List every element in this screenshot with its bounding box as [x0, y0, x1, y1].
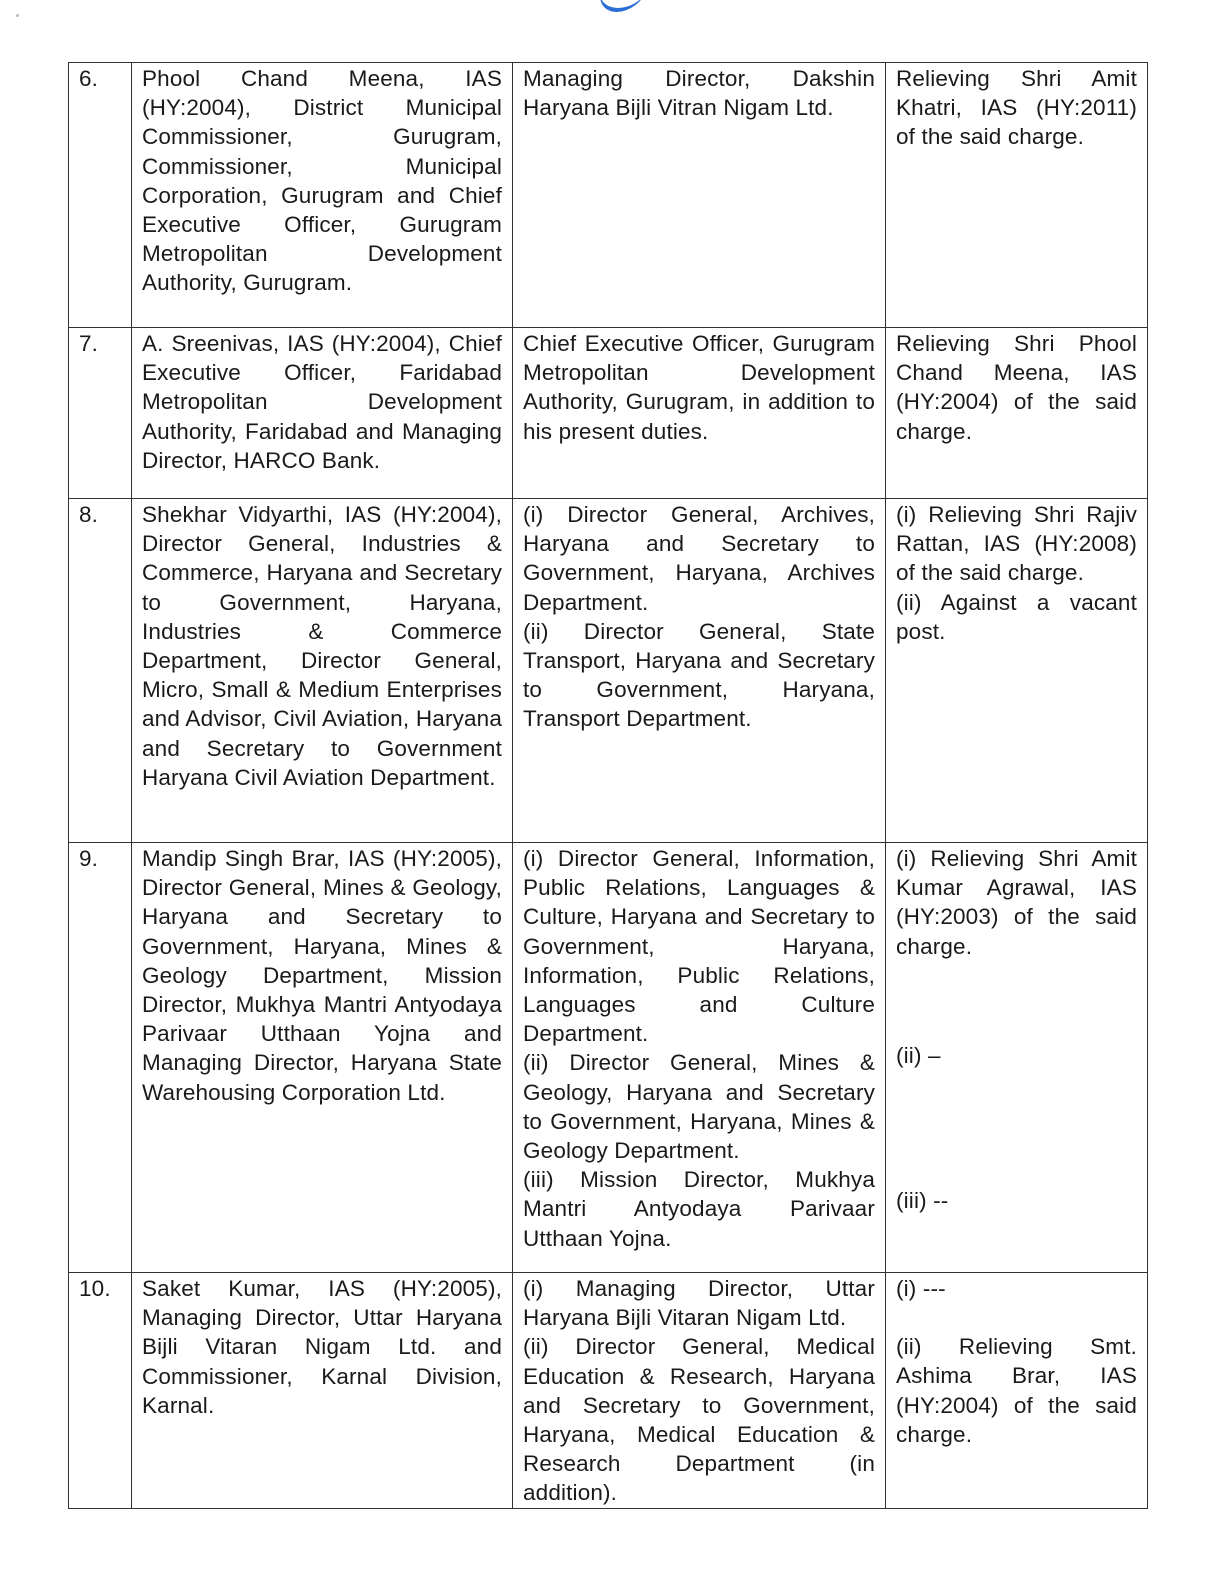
table-row: [69, 843, 1148, 1273]
posting-item: (ii) Director General, Medical Education & Research, Haryana and Secretary to Government, Haryana, Medical Education & Research Department (in addition).: [523, 1334, 875, 1506]
letterhead-mark: [594, 0, 648, 12]
officer-details: Mandip Singh Brar, IAS (HY:2005), Director General, Mines & Geology, Haryana and Secretary to Government, Haryana, Mines & Geology Department, Mission Director, Mukhya Mantri Antyodaya Parivaar Utthaan Yojna and Managing Director, Haryana State Warehousing Corporation Ltd.: [132, 843, 513, 1273]
posting-item: (iii) Mission Director, Mukhya Mantri Antyodaya Parivaar Utthaan Yojna.: [523, 1167, 875, 1251]
spacer: [896, 961, 1137, 1041]
table-row: [69, 328, 1148, 499]
serial-number: 10.: [69, 1273, 132, 1509]
posting-orders-table: [68, 62, 1148, 1509]
remark-item: Relieving Shri Phool Chand Meena, IAS (HY:2004) of the said charge.: [896, 331, 1137, 444]
serial-number: 6.: [69, 63, 132, 328]
officer-details: Saket Kumar, IAS (HY:2005), Managing Director, Uttar Haryana Bijli Vitaran Nigam Ltd. and Commissioner, Karnal Division, Karnal.: [132, 1273, 513, 1509]
remark-item: (iii) --: [896, 1188, 949, 1214]
remark-item: (ii) Relieving Smt. Ashima Brar, IAS (HY:2004) of the said charge.: [896, 1334, 1137, 1447]
serial-number: 7.: [69, 328, 132, 499]
posted-as: [513, 1273, 886, 1509]
remarks: [886, 1273, 1148, 1509]
spacer: [896, 1303, 1137, 1332]
remarks: [886, 843, 1148, 1273]
posted-as: [513, 63, 886, 328]
remark-item: Relieving Shri Amit Khatri, IAS (HY:2011) of the said charge.: [896, 66, 1137, 150]
remarks: [886, 328, 1148, 499]
remark-item: (ii) –: [896, 1042, 941, 1068]
officer-details: Phool Chand Meena, IAS (HY:2004), District Municipal Commissioner, Gurugram, Commissioner, Municipal Corporation, Gurugram and Chief Executive Officer, Gurugram Metropolitan Development Authority, Gurugram.: [132, 63, 513, 328]
posting-item: (i) Managing Director, Uttar Haryana Bijli Vitaran Nigam Ltd.: [523, 1276, 875, 1331]
posting-item: (i) Director General, Archives, Haryana and Secretary to Government, Haryana, Archives Department.: [523, 502, 875, 615]
officer-details: Shekhar Vidyarthi, IAS (HY:2004), Director General, Industries & Commerce, Haryana and Secretary to Government, Haryana, Industries & Commerce Department, Director General, Micro, Small & Medium Enterprises and Advisor, Civil Aviation, Haryana and Secretary to Government Haryana Civil Aviation Department.: [132, 499, 513, 843]
posted-as: [513, 843, 886, 1273]
posted-as: [513, 328, 886, 499]
remark-item: (i) Relieving Shri Rajiv Rattan, IAS (HY:2008) of the said charge.: [896, 502, 1137, 586]
remark-item: (i) Relieving Shri Amit Kumar Agrawal, IAS (HY:2003) of the said charge.: [896, 846, 1137, 959]
scan-speck: [16, 14, 19, 17]
posting-item: Managing Director, Dakshin Haryana Bijli Vitran Nigam Ltd.: [523, 66, 875, 121]
remark-item: (i) ---: [896, 1276, 946, 1301]
spacer: [896, 1070, 1137, 1186]
serial-number: 8.: [69, 499, 132, 843]
remarks: [886, 499, 1148, 843]
posting-item: (ii) Director General, State Transport, Haryana and Secretary to Government, Haryana, Transport Department.: [523, 618, 875, 732]
remark-item: (ii) Against a vacant post.: [896, 589, 1137, 644]
posted-as: [513, 499, 886, 843]
table-row: [69, 1273, 1148, 1509]
table-row: [69, 63, 1148, 328]
table-row: [69, 499, 1148, 843]
serial-number: 9.: [69, 843, 132, 1273]
posting-item: (i) Director General, Information, Public Relations, Languages & Culture, Haryana and Secretary to Government, Haryana, Information, Public Relations, Languages and Culture Department.: [523, 846, 875, 1047]
posting-item: Chief Executive Officer, Gurugram Metropolitan Development Authority, Gurugram, in addition to his present duties.: [523, 331, 875, 444]
remarks: [886, 63, 1148, 328]
officer-details: A. Sreenivas, IAS (HY:2004), Chief Executive Officer, Faridabad Metropolitan Development Authority, Faridabad and Managing Director, HARCO Bank.: [132, 328, 513, 499]
posting-item: (ii) Director General, Mines & Geology, Haryana and Secretary to Government, Haryana, Mines & Geology Department.: [523, 1050, 875, 1164]
